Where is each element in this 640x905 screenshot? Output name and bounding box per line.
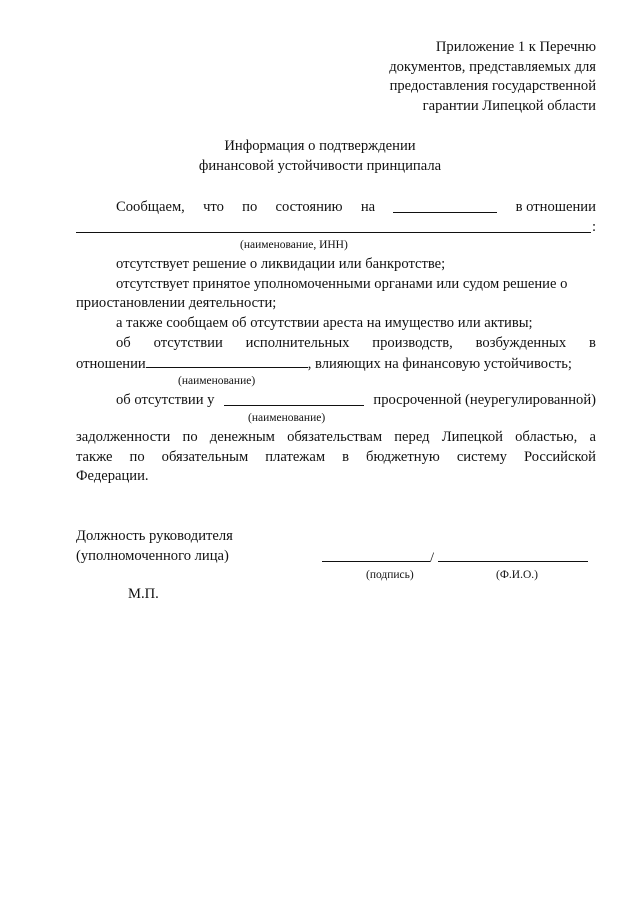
p1-line-2 [76,218,596,238]
p7-word: Липецкой [441,429,503,445]
caption-name-1: (наименование) [178,375,256,387]
appendix-line-1: Приложение 1 к Перечню [435,39,596,55]
caption-name-inn: (наименование, ИНН) [240,239,348,251]
appendix-header [389,38,596,116]
date-blank[interactable] [393,198,497,213]
caption-name-2: (наименование) [248,412,326,424]
p7-word: в [342,449,350,465]
p7-line-2 [76,448,596,468]
p7-word: областью, [515,429,578,445]
signature-blank[interactable] [322,547,430,562]
p6-end: просроченной (неурегулированной) [373,392,596,408]
p7-word: также [76,449,113,465]
p7-word: по [129,449,145,465]
signature-row [322,547,588,569]
title-line-1: Информация о подтверждении [224,138,416,154]
p5-word: отсутствии [153,335,223,351]
p5-word: исполнительных [245,335,350,351]
p2-line: отсутствует решение о ликвидации или банкротстве; [116,256,446,272]
appendix-line-4: гарантии Липецкой области [422,97,596,114]
p4-line: а также сообщаем об отсутствии ареста на имущество или активы; [116,315,533,331]
p6-line [76,391,596,411]
p7-line-3: Федерации. [76,468,149,484]
p5-word: об [116,335,131,351]
signature-slash: / [430,550,435,566]
p7-word: платежам [265,449,326,465]
p7-word: а [589,429,596,445]
p1-word: на [360,199,376,215]
p5-end: , влияющих на финансовую устойчивость; [307,356,572,372]
p7-word: обязательствам [287,429,383,445]
proceedings-blank[interactable] [146,353,308,368]
p7-word: систему [456,449,507,465]
p7-word: Российской [524,449,596,465]
full-name-blank[interactable] [438,547,588,562]
p5-start: отношении [76,356,146,372]
p3-line-1: отсутствует принятое уполномоченными органами или судом решение о [116,276,568,292]
stamp-place: М.П. [128,586,159,602]
principal-name-blank[interactable] [76,218,591,233]
p3-line-2: приостановлении деятельности; [76,295,277,311]
p7-word: бюджетную [366,449,440,465]
p5-line-2 [76,353,596,375]
appendix-line-3: предоставления государственной [389,78,596,94]
p7-word: обязательным [161,449,249,465]
p1-word: Сообщаем, [116,199,185,215]
caption-full-name: (Ф.И.О.) [496,569,538,581]
p5-line-1 [76,334,596,354]
p6-start: об отсутствии у [116,392,215,408]
title-line-2: финансовой устойчивости принципала [198,157,442,174]
debtor-blank[interactable] [224,391,364,406]
caption-signature: (подпись) [366,569,414,581]
p7-word: денежным [209,429,275,445]
p1-word: что [203,199,224,215]
p1-word: по [242,199,258,215]
p7-word: задолженности [76,429,171,445]
appendix-line-2: документов, представляемых для [389,58,596,75]
p5-word: производств, [372,335,453,351]
p7-line-1 [76,428,596,448]
p5-word: в [589,335,596,351]
authorized-person-label: (уполномоченного лица) [76,548,229,564]
p1-line-1 [76,198,596,218]
p5-word: возбужденных [475,335,567,351]
p1-colon: : [591,219,596,235]
document-title [0,137,640,176]
p7-word: перед [394,429,430,445]
position-label: Должность руководителя [76,528,233,544]
p1-tail: в отношении [515,199,596,215]
p7-word: по [182,429,198,445]
p1-word: состоянию [275,199,343,215]
